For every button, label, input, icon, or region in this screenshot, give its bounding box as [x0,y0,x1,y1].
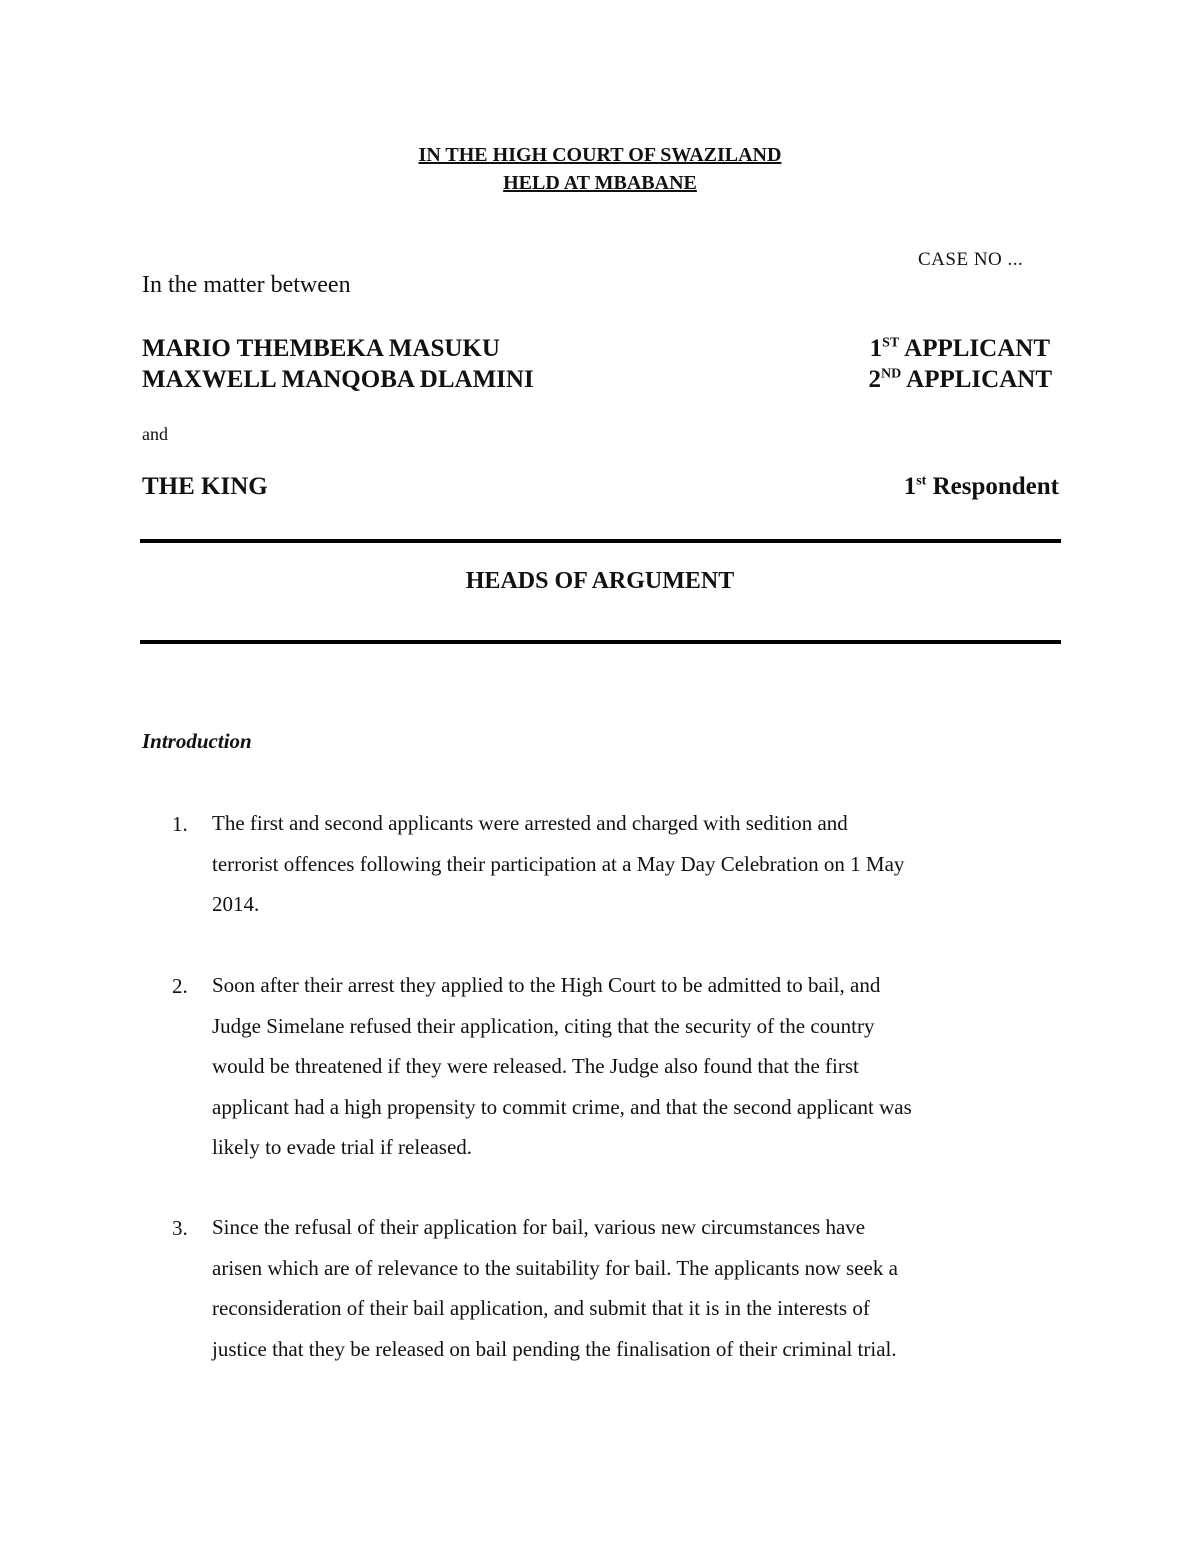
applicant-1-ordinal: 1 [869,335,883,362]
applicant-2-role [869,365,1052,395]
paragraph-line: Since the refusal of their application for bail, various new circumstances have [212,1215,866,1239]
paragraph-1-text [212,803,1012,925]
top-rule [140,539,1061,543]
applicant-1-role [870,334,1050,364]
applicant-2-name: MAXWELL MANQOBA DLAMINI [142,366,534,393]
applicant-1-role-label: APPLICANT [899,335,1050,362]
document-title: HEADS OF ARGUMENT [465,568,735,594]
paragraph-line: Soon after their arrest they applied to the High Court to be admitted to bail, and [212,973,881,997]
paragraph-3-number: 3. [172,1216,188,1240]
applicant-2-ordinal-suffix: ND [881,366,902,382]
paragraph-line: The first and second applicants were arrested and charged with sedition and [212,811,848,835]
court-location: HELD AT MBABANE [503,172,697,194]
respondent-name: THE KING [142,473,268,500]
paragraph-3-text [212,1207,1012,1369]
paragraph-line: 2014. [212,892,260,916]
respondent-ordinal: 1 [903,473,917,500]
bottom-rule [140,640,1061,644]
applicant-1-name: MARIO THEMBEKA MASUKU [142,335,500,362]
paragraph-line: Judge Simelane refused their application, citing that the security of the country [212,1013,875,1038]
respondent-ordinal-suffix: st [916,473,927,489]
case-number: CASE NO ... [918,249,1024,270]
section-heading: Introduction [142,729,252,753]
paragraph-line: terrorist offences following their participation at a May Day Celebration on 1 May [212,851,905,876]
paragraph-2-number: 2. [172,974,188,998]
and-separator: and [142,424,168,444]
respondent-role [904,472,1059,502]
paragraph-1-number: 1. [172,812,188,836]
paragraph-line: likely to evade trial if released. [212,1135,473,1159]
paragraph-line: justice that they be released on bail pending the finalisation of their criminal trial. [212,1336,897,1361]
paragraph-line: arisen which are of relevance to the suitability for bail. The applicants now seek a [212,1255,898,1280]
paragraph-line: reconsideration of their bail application, and submit that it is in the interests of [212,1296,870,1320]
matter-intro: In the matter between [142,272,351,298]
applicant-2-role-label: APPLICANT [901,366,1052,393]
applicant-1-ordinal-suffix: ST [882,335,900,351]
paragraph-line: applicant had a high propensity to commit crime, and that the second applicant was [212,1094,912,1119]
respondent-role-label: Respondent [926,473,1059,500]
applicant-2-ordinal: 2 [868,366,882,393]
court-name: IN THE HIGH COURT OF SWAZILAND [418,144,782,166]
paragraph-2-text [212,965,1012,1168]
paragraph-line: would be threatened if they were released. The Judge also found that the first [212,1054,859,1078]
